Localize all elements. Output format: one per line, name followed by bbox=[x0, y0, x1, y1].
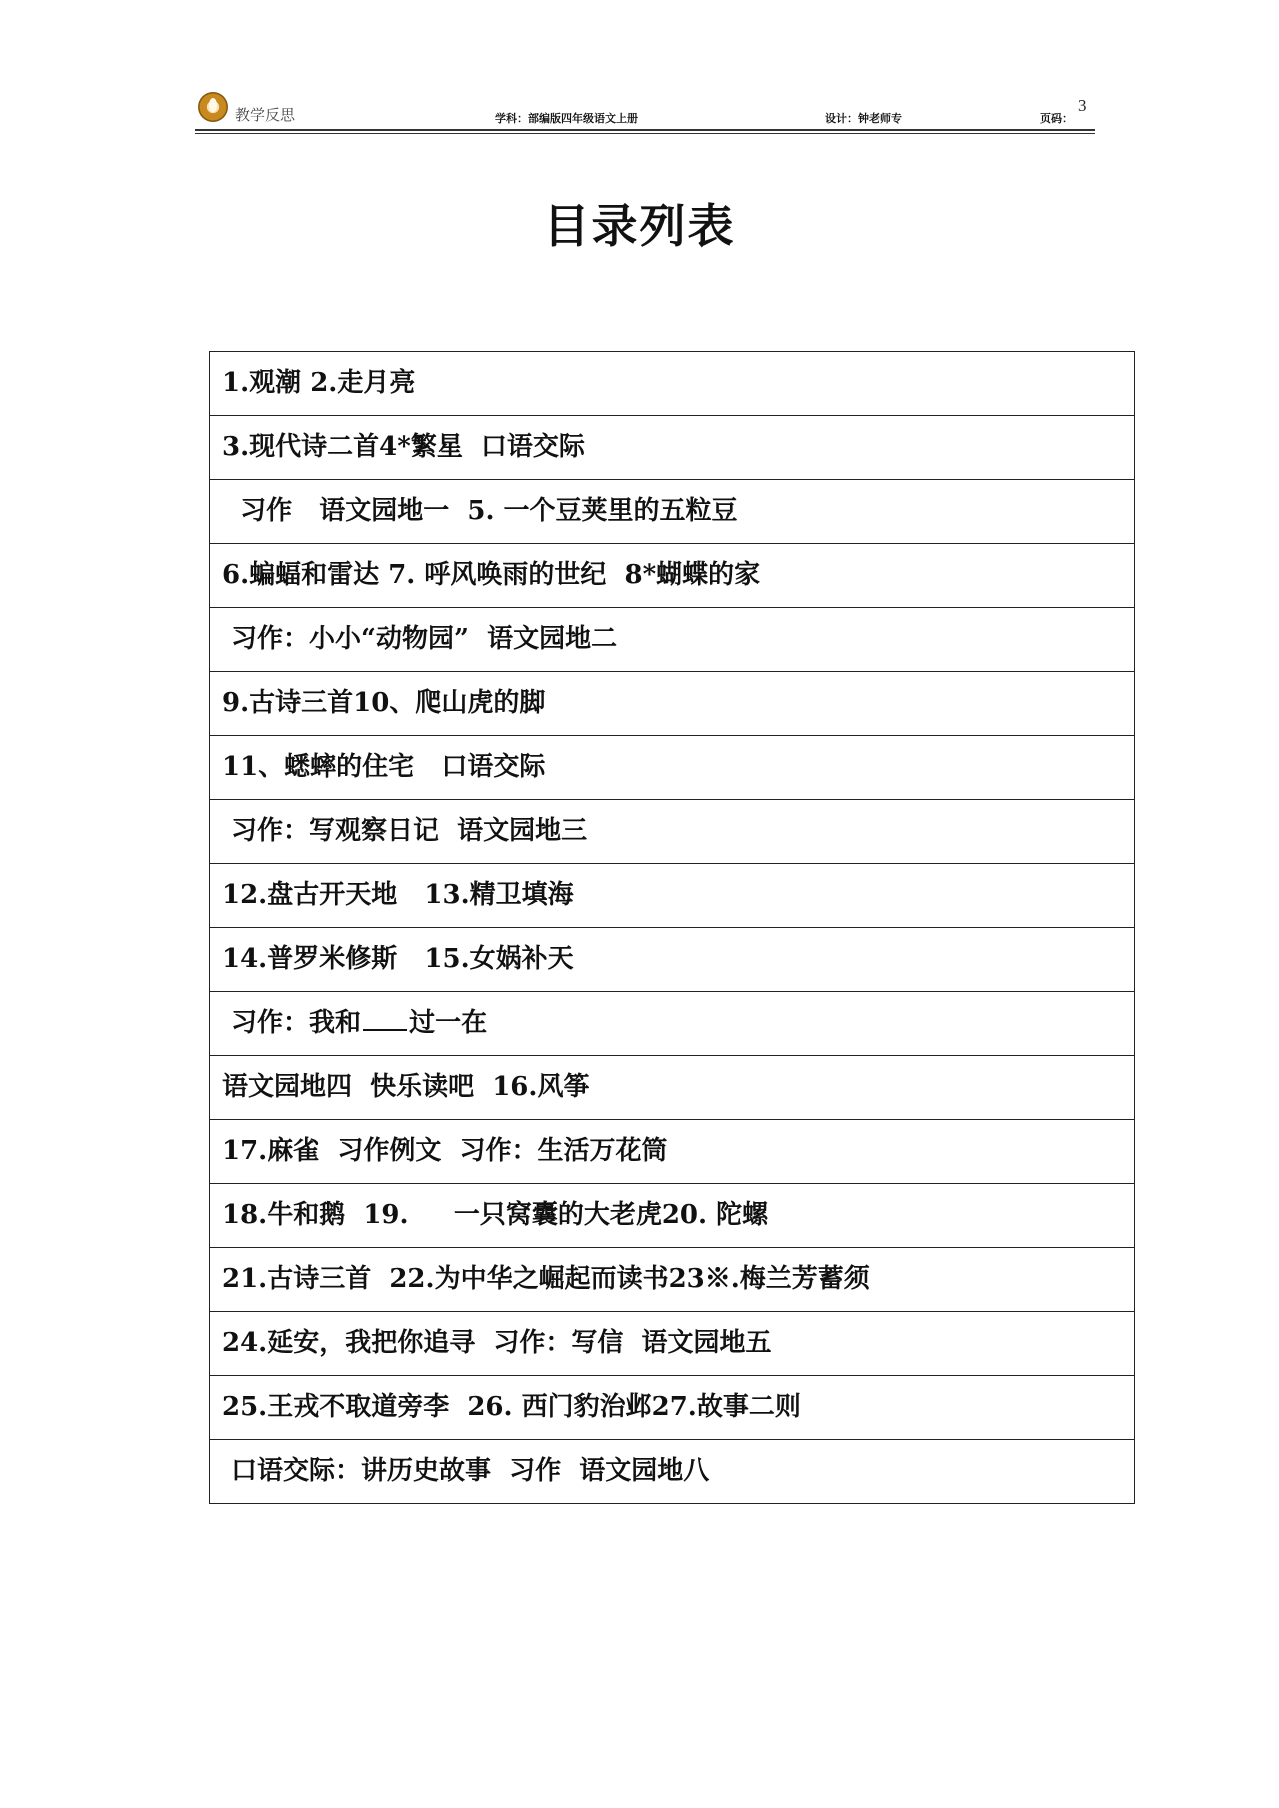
toc-entry: 17.麻雀 习作例文 习作：生活万花筒 bbox=[222, 1136, 668, 1166]
toc-entry: 3.现代诗二首4*繁星 口语交际 bbox=[222, 432, 585, 462]
toc-row bbox=[210, 1312, 1135, 1376]
toc-entry: 习作：小小“动物园” 语文园地二 bbox=[222, 624, 618, 654]
toc-entry: 11、蟋蟀的住宅 口语交际 bbox=[222, 752, 546, 782]
header-divider-thin bbox=[195, 133, 1095, 134]
toc-row bbox=[210, 544, 1135, 608]
toc-entry: 口语交际：讲历史故事 习作 语文园地八 bbox=[222, 1456, 710, 1486]
header-divider bbox=[195, 129, 1095, 131]
toc-entry bbox=[210, 992, 1135, 1056]
toc-row bbox=[210, 672, 1135, 736]
toc-entry: 18.牛和鹅 19. 一只窝囊的大老虎20. 陀螺 bbox=[222, 1200, 769, 1230]
toc-row bbox=[210, 480, 1135, 544]
toc-row bbox=[210, 416, 1135, 480]
toc-entry: 习作：写观察日记 语文园地三 bbox=[222, 816, 588, 846]
logo-icon bbox=[198, 92, 228, 122]
header-logo-title: 教学反思 bbox=[235, 106, 296, 124]
toc-row bbox=[210, 1184, 1135, 1248]
toc-row bbox=[210, 992, 1135, 1056]
toc-row bbox=[210, 1120, 1135, 1184]
toc-entry: 21.古诗三首 22.为中华之崛起而读书23※.梅兰芳蓄须 bbox=[222, 1264, 870, 1294]
toc-entry: 24.延安，我把你追寻 习作：写信 语文园地五 bbox=[222, 1328, 772, 1358]
toc-row bbox=[210, 928, 1135, 992]
toc-entry-part: 习作：我和 bbox=[222, 1008, 362, 1038]
toc-entry: 习作 语文园地一 5. 一个豆荚里的五粒豆 bbox=[222, 496, 738, 526]
toc-entry: 12.盘古开天地 13.精卫填海 bbox=[222, 880, 574, 910]
toc-row bbox=[210, 1440, 1135, 1504]
header-subject: 学科：部编版四年级语文上册 bbox=[495, 112, 638, 125]
page-header bbox=[195, 92, 1095, 136]
toc-row bbox=[210, 800, 1135, 864]
page-number: 3 bbox=[1078, 96, 1087, 115]
toc-entry: 14.普罗米修斯 15.女娲补天 bbox=[222, 944, 574, 974]
page-title: 目录列表 bbox=[543, 199, 736, 253]
toc-row bbox=[210, 736, 1135, 800]
toc-entry: 25.王戎不取道旁李 26. 西门豹治邺27.故事二则 bbox=[222, 1392, 801, 1422]
toc-entry: 6.蝙蝠和雷达 7. 呼风唤雨的世纪 8*蝴蝶的家 bbox=[222, 560, 761, 590]
toc-entry: 语文园地四 快乐读吧 16.风筝 bbox=[222, 1072, 590, 1102]
toc-entry: 9.古诗三首10、爬山虎的脚 bbox=[222, 688, 546, 718]
header-design: 设计：钟老师专 bbox=[825, 112, 902, 125]
toc-row bbox=[210, 1248, 1135, 1312]
toc-entry-part: 过一在 bbox=[409, 1008, 488, 1038]
toc-row bbox=[210, 352, 1135, 416]
toc-entry: 1.观潮 2.走月亮 bbox=[222, 368, 416, 398]
toc-row bbox=[210, 1056, 1135, 1120]
toc-table bbox=[209, 351, 1135, 1504]
toc-row bbox=[210, 1376, 1135, 1440]
header-page-label: 页码： bbox=[1040, 112, 1073, 125]
toc-row bbox=[210, 608, 1135, 672]
fill-in-blank bbox=[363, 1009, 407, 1031]
toc-row bbox=[210, 864, 1135, 928]
